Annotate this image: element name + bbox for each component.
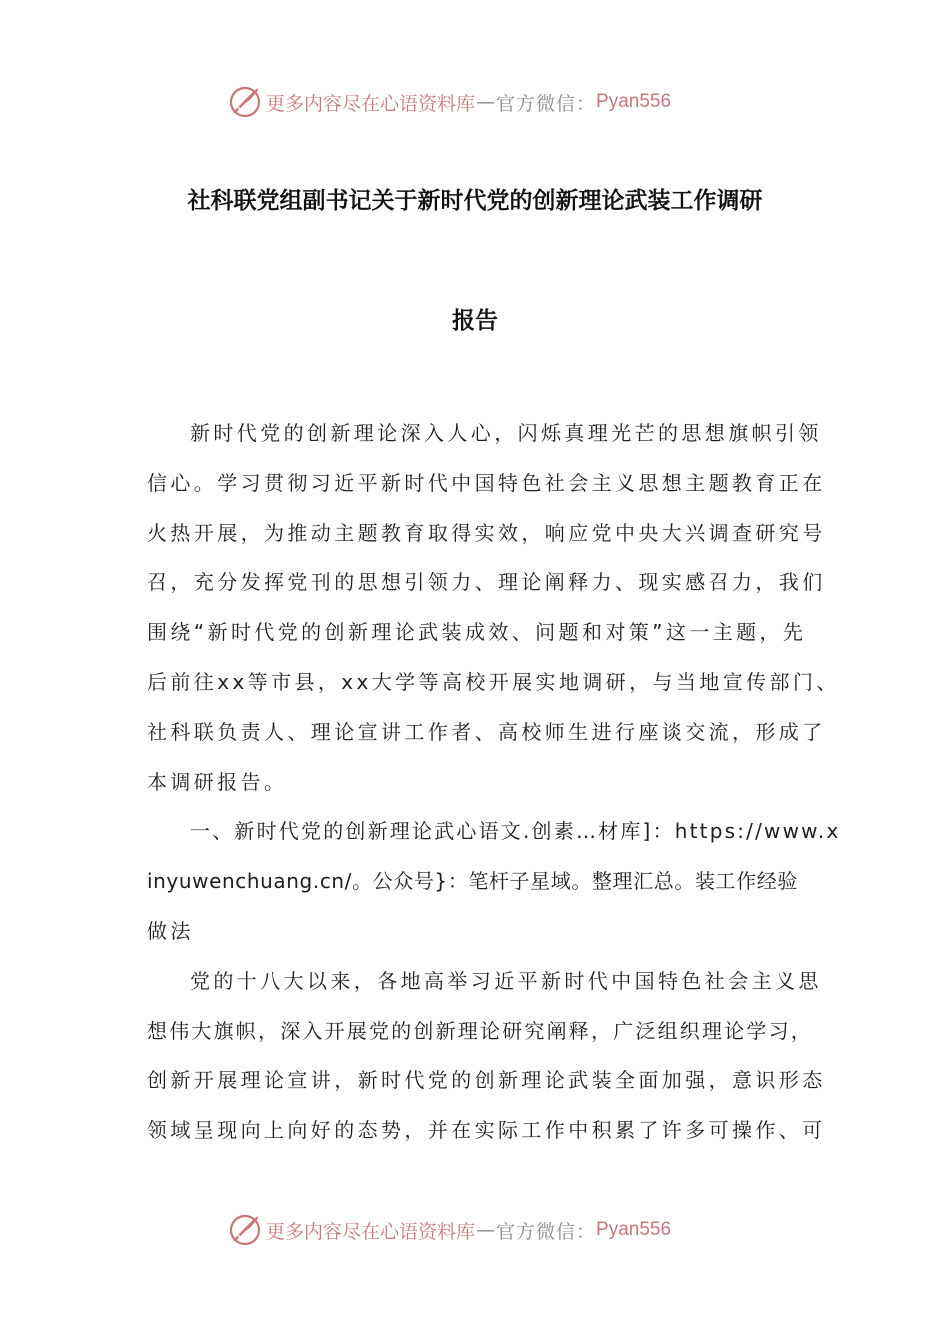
section-heading-line: 做法 xyxy=(147,918,194,943)
watermark-main-text: 更多内容尽在心语资料库 xyxy=(266,1220,476,1243)
body-line: 社科联负责人、理论宣讲工作者、高校师生进行座谈交流，形成了 xyxy=(147,719,826,744)
body-line: 召，充分发挥党刊的思想引领力、理论阐释力、现实感召力，我们 xyxy=(147,570,826,595)
body-line: 火热开展，为推动主题教育取得实效，响应党中央大兴调查研究号 xyxy=(147,520,826,545)
body-line: 信心。学习贯彻习近平新时代中国特色社会主义思想主题教育正在 xyxy=(147,470,826,495)
footer-watermark xyxy=(228,1210,748,1250)
header-watermark xyxy=(228,82,748,122)
document-title-line-2: 报告 xyxy=(452,307,498,334)
watermark-wechat-id: Pyan556 xyxy=(596,91,672,112)
watermark-separator: — xyxy=(476,91,496,113)
body-line: 党的十八大以来，各地高举习近平新时代中国特色社会主义思 xyxy=(190,968,822,993)
watermark-wechat-label: 官方微信： xyxy=(496,92,597,115)
body-line: 新时代党的创新理论深入人心，闪烁真理光芒的思想旗帜引领 xyxy=(190,421,822,445)
body-line: 想伟大旗帜，深入开展党的创新理论研究阐释，广泛组织理论学习， xyxy=(147,1018,813,1043)
body-line: 后前往xx等市县，xx大学等高校开展实地调研，与当地宣传部门、 xyxy=(147,669,840,694)
body-line: 本调研报告。 xyxy=(147,769,288,794)
document-body xyxy=(147,412,841,1159)
quill-logo-icon xyxy=(228,85,262,119)
body-line: 围绕“新时代党的创新理论武装成效、问题和对策”这一主题，先 xyxy=(147,620,807,645)
section-heading-line: inyuwenchuang.cn/。公众号}：笔杆子星域。整理汇总。装工作经验 xyxy=(147,869,798,894)
watermark-main-text: 更多内容尽在心语资料库 xyxy=(266,92,476,115)
watermark-wechat-label: 官方微信： xyxy=(496,1220,597,1243)
document-title-line-1: 社科联党组副书记关于新时代党的创新理论武装工作调研 xyxy=(187,187,763,214)
body-line: 领域呈现向上向好的态势，并在实际工作中积累了许多可操作、可 xyxy=(147,1118,826,1143)
watermark-wechat-id: Pyan556 xyxy=(596,1219,672,1240)
section-heading-line: 一、新时代党的创新理论武心语文.创素…材库]：https://www.x xyxy=(190,819,841,844)
quill-logo-icon xyxy=(228,1213,262,1247)
watermark-separator: — xyxy=(476,1219,496,1241)
body-line: 创新开展理论宣讲，新时代党的创新理论武装全面加强，意识形态 xyxy=(147,1068,826,1093)
